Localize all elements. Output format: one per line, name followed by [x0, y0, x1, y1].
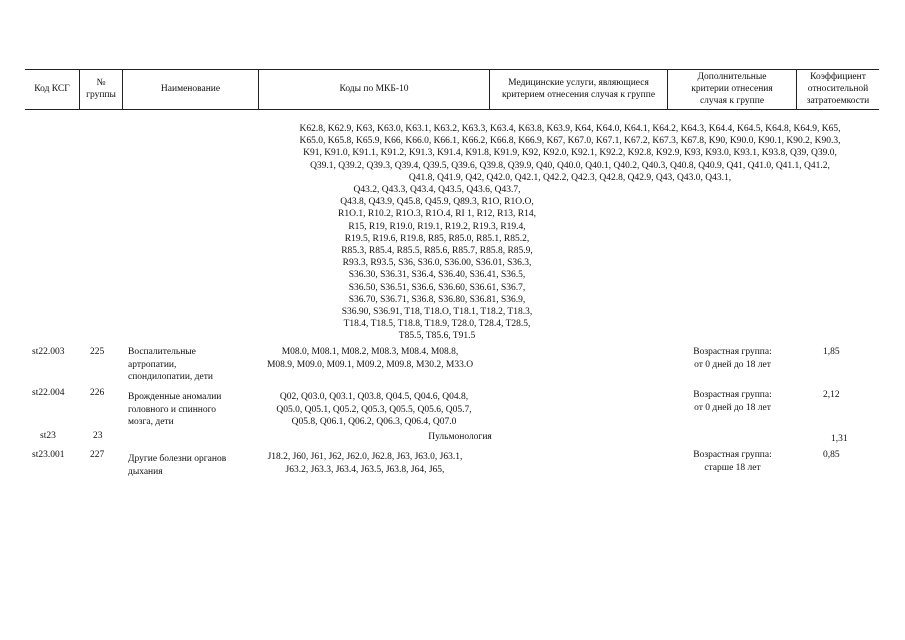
- row-group-number: 227: [90, 450, 105, 460]
- row-code-line: J63.2, J63.3, J63.4, J63.5, J63.8, J64, J65,: [285, 464, 445, 475]
- code-line: S36.70, S36.71, S36.8, S36.80, S36.81, S36.9,: [348, 294, 526, 305]
- code-line: Q39.1, Q39.2, Q39.3, Q39.4, Q39.5, Q39.6, Q39.8, Q39.9, Q40, Q40.0, Q40.1, Q40.2, Q40.3, Q40.8, Q40.9, Q41, Q41.0, Q41.1, Q41.2,: [310, 160, 830, 171]
- header-divider: [667, 69, 668, 109]
- row-extra-line: Возрастная группа:: [693, 390, 772, 400]
- row-name: [128, 346, 213, 384]
- row-name-line: мозга, дети: [128, 417, 174, 427]
- row-code-line: M08.0, M08.1, M08.2, M08.3, M08.4, M08.8,: [281, 347, 459, 357]
- row-extra-line: Возрастная группа:: [693, 347, 772, 357]
- row-coefficient: 2,12: [823, 390, 840, 400]
- header-bottom-rule: [25, 109, 879, 110]
- row-ksg-code: st23: [40, 431, 56, 441]
- header-mkb: Коды по МКБ-10: [339, 84, 409, 94]
- row-group-number: 225: [90, 347, 105, 357]
- header-divider: [489, 69, 490, 109]
- row-group-number: 226: [90, 388, 105, 398]
- row-name-line: дыхания: [128, 466, 163, 477]
- row-group-number: 23: [93, 431, 103, 441]
- header-ksg: Код КСГ: [34, 84, 70, 94]
- row-code-line: M08.9, M09.0, M09.1, M09.2, M09.8, M30.2, M33.O: [266, 359, 474, 370]
- code-line: S36.90, S36.91, T18, T18.O, T18.1, T18.2, T18.3,: [341, 307, 533, 318]
- code-line: R19.5, R19.6, R19.8, R85, R85.0, R85.1, R85.2,: [344, 233, 530, 244]
- header-divider: [796, 69, 797, 109]
- row-extra-criteria: [670, 346, 795, 371]
- code-line: Q43.2, Q43.3, Q43.4, Q43.5, Q43.6, Q43.7,: [353, 185, 521, 196]
- row-extra-line: от 0 дней до 18 лет: [694, 402, 771, 413]
- row-coefficient: 0,85: [823, 450, 840, 460]
- row-name-line: спондилопатии, дети: [128, 372, 213, 382]
- row-ksg-code: st22.003: [32, 347, 65, 357]
- row-coefficient: 1,31: [831, 434, 848, 444]
- code-line: R93.3, R93.5, S36, S36.0, S36.00, S36.01, S36.3,: [342, 258, 532, 269]
- row-coefficient: 1,85: [823, 347, 840, 357]
- header-services: Медицинские услуги, являющиеся критерием отнесения случая к группе: [501, 78, 656, 100]
- header-divider: [79, 69, 80, 109]
- code-line: K91, K91.0, K91.1, K91.2, K91.3, K91.4, K91.8, K91.9, K92, K92.0, K92.1, K92.2, K92.8, K92.9, K93, K93.0, K93.1, K93.8, Q39, Q39.0,: [303, 148, 837, 159]
- code-line: S36.30, S36.31, S36.4, S36.40, S36.41, S36.5,: [348, 270, 526, 281]
- header-divider: [258, 69, 259, 109]
- header-name: Наименование: [160, 84, 221, 94]
- code-line: R15, R19, R19.0, R19.1, R19.2, R19.3, R19.4,: [348, 221, 526, 232]
- code-line: Q43.8, Q43.9, Q45.8, Q45.9, Q89.3, R1O, R1O.O,: [340, 197, 534, 208]
- code-line: K65.0, K65.8, K65.9, K66, K66.0, K66.1, K66.2, K66.8, K66.9, K67, K67.0, K67.1, K67.2, K67.3, K67.8, K90, K90.0, K90.1, K90.2, K90.3,: [299, 136, 841, 147]
- section-title: Пульмонология: [428, 432, 492, 442]
- row-code-line: Q02, Q03.0, Q03.1, Q03.8, Q04.5, Q04.6, Q04.8,: [279, 392, 469, 402]
- row-name-line: Врожденные аномалии: [128, 392, 222, 402]
- row-extra-line: Возрастная группа:: [693, 450, 772, 460]
- header-divider: [122, 69, 123, 109]
- row-extra-criteria: [670, 449, 795, 474]
- row-mkb-codes: [250, 346, 490, 371]
- code-line: R1O.1, R10.2, R1O.3, R1O.4, RI 1, R12, R13, R14,: [338, 209, 536, 220]
- continued-mkb-codes: [262, 123, 878, 343]
- row-code-line: Q05.0, Q05.1, Q05.2, Q05.3, Q05.5, Q05.6, Q05.7,: [276, 404, 472, 415]
- code-line: T85.5, T85.6, T91.5: [398, 331, 476, 342]
- row-code-line: Q05.8, Q06.1, Q06.2, Q06.3, Q06.4, Q07.0: [291, 417, 457, 427]
- row-extra-criteria: [670, 389, 795, 414]
- row-name-line: головного и спинного: [128, 404, 217, 415]
- code-line: Q41.8, Q41.9, Q42, Q42.0, Q42.1, Q42.2, Q42.3, Q42.8, Q42.9, Q43, Q43.0, Q43.1,: [408, 172, 732, 183]
- row-extra-line: от 0 дней до 18 лет: [694, 359, 771, 370]
- code-line: T18.4, T18.5, T18.8, T18.9, T28.0, T28.4, T28.5,: [343, 319, 531, 330]
- code-line: S36.50, S36.51, S36.6, S36.60, S36.61, S36.7,: [348, 282, 526, 293]
- header-extra-criteria: Дополнительные критерии отнесения случая к группе: [691, 72, 773, 106]
- row-mkb-codes: [256, 391, 492, 429]
- row-code-line: J18.2, J60, J61, J62, J62.0, J62.8, J63, J63.0, J63.1,: [267, 452, 463, 462]
- row-name: [128, 391, 221, 429]
- row-ksg-code: st23.001: [32, 450, 65, 460]
- row-name-line: артропатии,: [128, 359, 177, 370]
- code-line: K62.8, K62.9, K63, K63.0, K63.1, K63.2, K63.3, K63.4, K63.8, K63.9, K64, K64.0, K64.1, K64.2, K64.3, K64.4, K64.5, K64.8, K64.9, K65,: [299, 124, 841, 134]
- row-name: [128, 453, 226, 478]
- header-group: № группы: [86, 78, 116, 100]
- row-name-line: Другие болезни органов: [128, 454, 227, 464]
- row-mkb-codes: [250, 451, 480, 476]
- row-ksg-code: st22.004: [32, 388, 65, 398]
- row-name-line: Воспалительные: [128, 347, 196, 357]
- header-coefficient: Коэффициент относительной затратоемкости: [806, 72, 870, 106]
- code-line: R85.3, R85.4, R85.5, R85.6, R85.7, R85.8, R85.9,: [341, 246, 533, 257]
- row-extra-line: старше 18 лет: [704, 462, 761, 473]
